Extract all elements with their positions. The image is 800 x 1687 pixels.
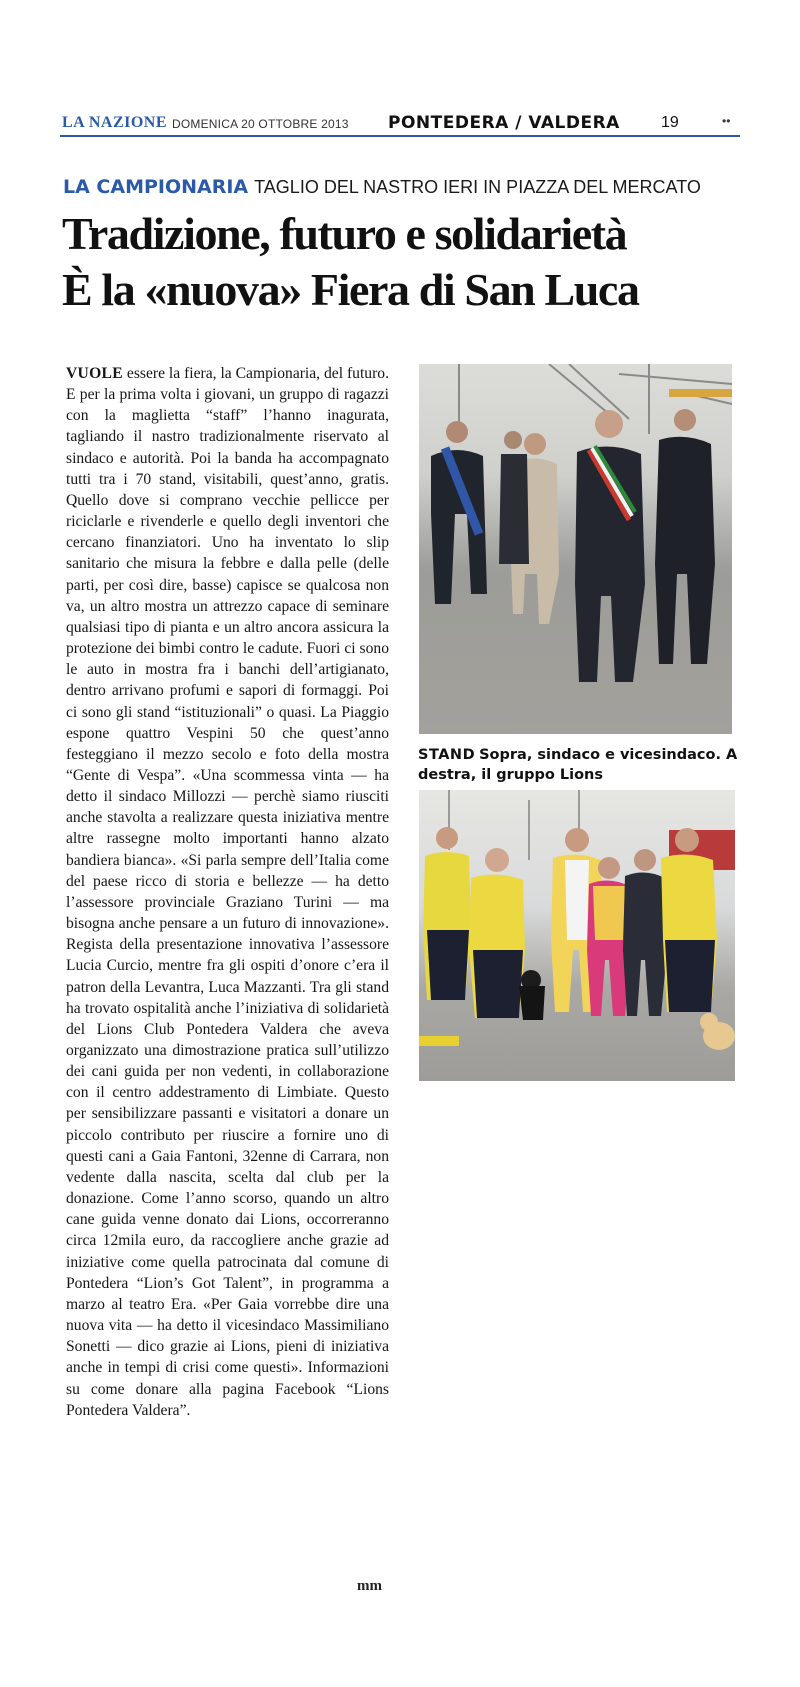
kicker-label: LA CAMPIONARIA (63, 176, 249, 198)
headline (62, 206, 752, 318)
photo-mayor-vicemayor (419, 364, 732, 734)
caption-text: Sopra, sindaco e vicesindaco. A destra, il gruppo Lions (418, 747, 738, 783)
kicker (63, 176, 743, 198)
header-dots: •• (722, 114, 731, 128)
header-divider (60, 135, 740, 137)
photo-caption (418, 745, 748, 785)
caption-label: STAND (418, 747, 476, 763)
issue-date: DOMENICA 20 OTTOBRE 2013 (172, 117, 349, 131)
article-text: essere la fiera, la Campionaria, del futuro. E per la prima volta i giovani, un gruppo di ragazzi con la maglietta “staff” l’hanno inagurata, tagliando il nastro tradizionalmente riservato al sindaco e autorità. Poi la banda ha accompagnato tutti tra i 70 stand, visitabili, quest’anno, gratis. Quello dove si comprano vecchie pellicce per riciclarle e rivenderle e quello degli inventori che cercano finanziatori. Uno ha inventato lo slip sanitario che misura la febbre e dalla pelle (delle parti, per così dire, basse) capisce se qualcosa non va, un altro mostra un attrezzo capace di seminare qualsiasi tipo di pianta e un altro ancora assicura la protezione dei bimbi contro le cadute. Fuori ci sono le auto in mostra fra i banchi dell’artigianato, dentro arrivano profumi e sapori di formaggi. Poi ci sono gli stand “istituzionali” o quasi. La Piaggio espone quattro Vespini 50 che quest’anno festeggiano il mezzo secolo e foto della mostra “Gente di Vespa”. «Una scommessa vinta — ha detto il sindaco Millozzi — perchè siamo riusciti anche stavolta a realizzare questa iniziativa mentre altre rassegne molto importanti hanno alzato bandiera bianca». «Si parla sempre dell’Italia come del paese ricco di storia e bellezze — ha detto l’assessore provinciale Graziano Turini — ma bisogna anche pensare a un futuro di innovazione». Regista della presentazione innovativa l’assessore Lucia Curcio, mentre fra gli ospiti d’onore c’era il patron della Levantra, Luca Mazzanti. Tra gli stand ha trovato ospitalità anche l’iniziativa di solidarietà del Lions Club Pontedera Valdera che aveva organizzato una dimostrazione pratica sull’utilizzo dei cani guida per non vedenti, in collaborazione con il centro addestramento di Limbiate. Questo per sensibilizzare passanti e visitatori a donare un piccolo contributo per riuscire a fornire uno di questi cani a Gaia Fantoni, 32enne di Carrara, non vedente dalla nascita, scelta dal club per la donazione. Come l’anno scorso, quando un altro cane guida venne donato dai Lions, occorreranno circa 12mila euro, da raccogliere anche grazie ad iniziative come quella patrocinata dal comune di Pontedera “Lion’s Got Talent”, in programma a marzo al teatro Era. «Per Gaia vorrebbe dire una nuova vita — ha detto il vicesindaco Massimiliano Sonetti — dico grazie ai Lions, pieni di iniziativa anche in tempi di crisi come questi». Informazioni su come donare alla pagina Facebook “Lions Pontedera Valdera”. (66, 365, 389, 1419)
article-body (66, 363, 389, 1421)
photo-lions-illustration (419, 790, 735, 1081)
photo-lions-group (419, 790, 735, 1081)
newspaper-name: LA NAZIONE (62, 114, 168, 131)
kicker-subtitle: TAGLIO DEL NASTRO IERI IN PIAZZA DEL MERCATO (254, 177, 701, 197)
photo-mayor-illustration (419, 364, 732, 734)
page-number: 19 (661, 114, 679, 131)
headline-line-2: È la «nuova» Fiera di San Luca (62, 264, 639, 315)
byline: mm (357, 1578, 382, 1594)
lead-word: VUOLE (66, 365, 123, 382)
headline-line-1: Tradizione, futuro e solidarietà (62, 208, 627, 259)
page-header (62, 112, 740, 136)
section-title: PONTEDERA / VALDERA (388, 113, 620, 133)
